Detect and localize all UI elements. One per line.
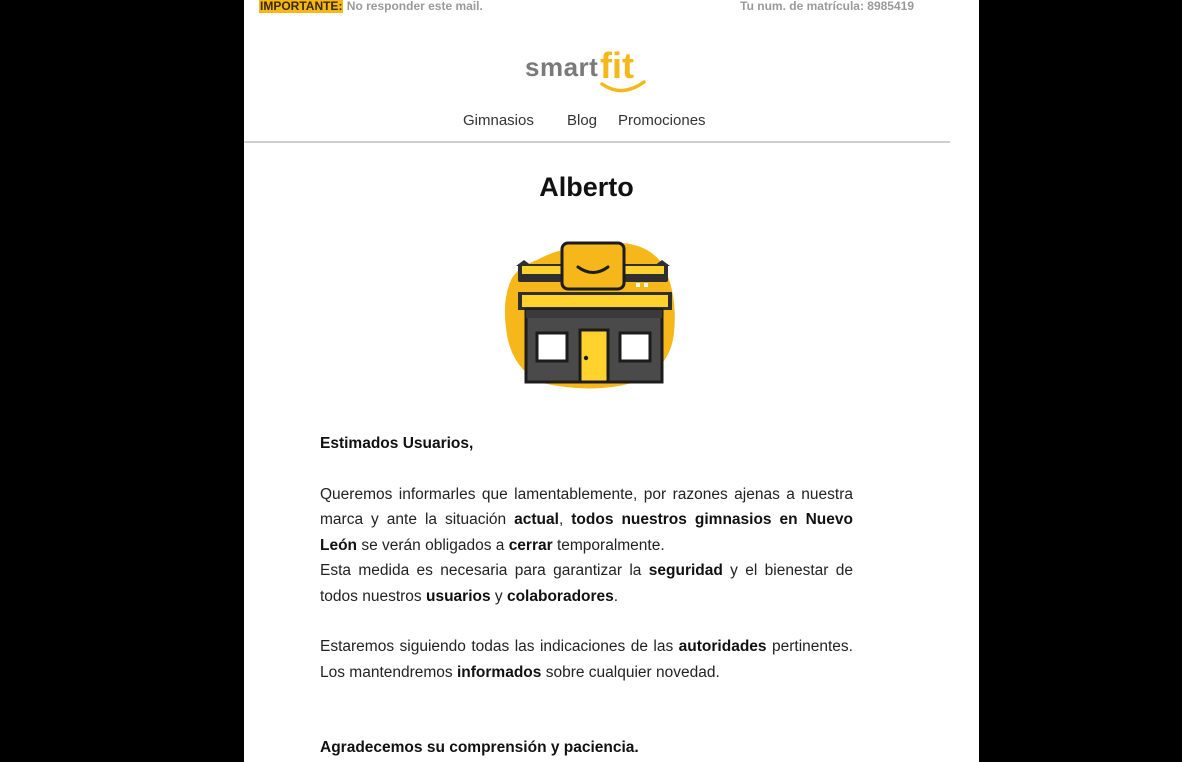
logo-fit-text: fit [600,45,634,86]
closing-line: Agradecemos su comprensión y paciencia. [320,739,639,756]
paragraph-closure: Queremos informarles que lamentablemente, por razones ajenas a nuestra marca y ante la situación actual, todos nuestros gimnasios en Nuevo León se verán obligados a cerrar temporalmente. [320,485,853,554]
salutation: Estimados Usuarios, [320,435,474,452]
top-bar [259,0,914,14]
enrollment-number: Tu num. de matrícula: 8985419 [740,0,914,13]
important-label: IMPORTANTE: [260,0,343,13]
important-notice [259,0,483,13]
email-body [244,0,979,762]
header-divider [244,141,950,143]
logo-fit-mark [598,44,658,94]
paragraph-authorities: Estaremos siguiendo todas las indicaciones de las autoridades pertinentes. Los mantendremos informados sobre cualquier novedad. [320,638,853,681]
logo-smart-text: smart [525,52,599,82]
recipient-name: Alberto [539,172,634,202]
smartfit-logo[interactable] [525,44,655,92]
important-text: No responder este mail. [343,0,483,13]
nav-gimnasios[interactable]: Gimnasios [463,112,534,129]
gym-building-illustration [502,238,678,390]
nav-blog[interactable]: Blog [567,112,598,129]
message-body [320,431,853,761]
top-nav [244,112,950,132]
paragraph-safety: Esta medida es necesaria para garantizar la seguridad y el bienestar de todos nuestros usuarios y colaboradores. [320,562,853,605]
nav-promociones[interactable]: Promociones [618,112,706,129]
